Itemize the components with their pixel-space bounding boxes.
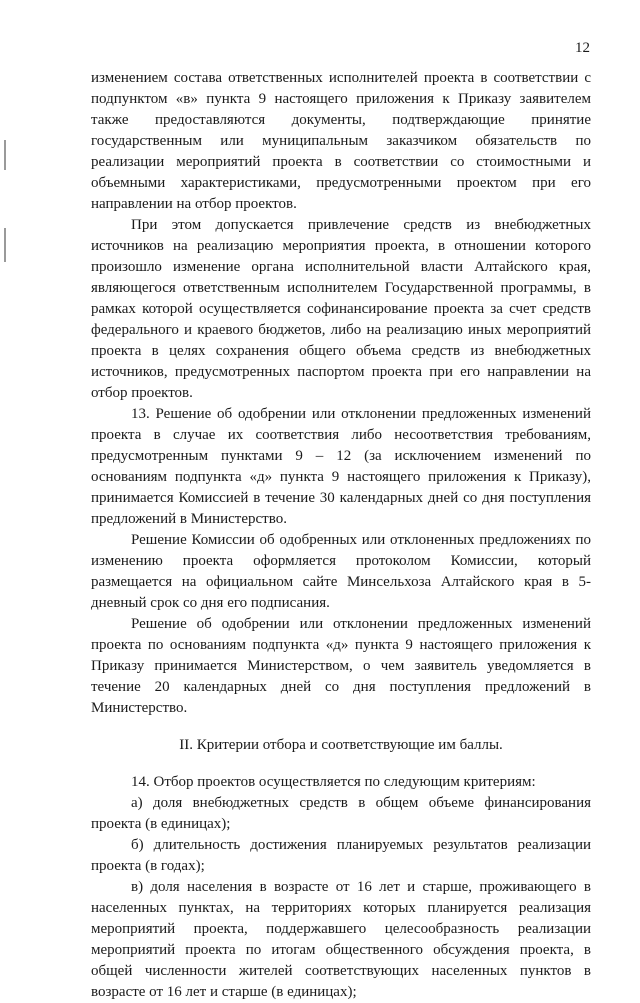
page-number: 12 (575, 40, 590, 56)
scan-edge-mark-2 (4, 228, 6, 262)
document-body (91, 68, 591, 1003)
criterion-b: б) длительность достижения планируемых результатов реализации проекта (в годах); (91, 837, 591, 874)
paragraph-item-14: 14. Отбор проектов осуществляется по следующим критериям: (131, 774, 536, 790)
criterion-v: в) доля населения в возрасте от 16 лет и старше, проживающего в населенных пунктах, на территориях которых планируется реализация мероприятий проекта, поддержавшего целесообразность реализации мероприятий проекта по итогам общественного обсуждения проекта, в общей численности жителей соответствующих населенных пунктов в возрасте от 16 лет и старше (в единицах); (91, 879, 591, 1000)
paragraph-item-13: 13. Решение об одобрении или отклонении предложенных изменений проекта в случае их соответствия либо несоответствия требованиям, предусмотренным пунктами 9 – 12 (за исключением изменений по основаниям подпункта «д» пункта 9 настоящего приложения к Приказу), принимается Комиссией в течение 30 календарных дней со дня поступления предложений в Министерство. (91, 406, 591, 527)
section-heading: II. Критерии отбора и соответствующие им баллы. (179, 737, 503, 753)
paragraph-external-funding: При этом допускается привлечение средств из внебюджетных источников на реализацию мероприятия проекта, в отношении которого произошло изменение органа исполнительной власти Алтайского края, являющегося ответственным исполнителем Государственной программы, в рамках которой осуществляется софинансирование проекта за счет средств федерального и краевого бюджетов, либо на реализацию иных мероприятий проекта в целях сохранения общего объема средств из внебюджетных источников, предусмотренных паспортом проекта при его направлении на отбор проектов. (91, 217, 591, 401)
criterion-a: а) доля внебюджетных средств в общем объеме финансирования проекта (в единицах); (91, 795, 591, 832)
paragraph-commission-decision: Решение Комиссии об одобренных или отклоненных предложениях по изменению проекта оформляется протоколом Комиссии, который размещается на официальном сайте Минсельхоза Алтайского края в 5-дневный срок со дня его подписания. (91, 532, 591, 611)
scan-edge-mark-1 (4, 140, 6, 170)
paragraph-continuation: изменением состава ответственных исполнителей проекта в соответствии с подпунктом «в» пункта 9 настоящего приложения к Приказу заявителем также предоставляются документы, подтверждающие принятие государственным или муниципальным заказчиком обязательств по реализации мероприятий проекта в соответствии со стоимостными и объемными характеристиками, предусмотренными проектом при его направлении на отбор проектов. (91, 70, 591, 212)
paragraph-ministry-decision: Решение об одобрении или отклонении предложенных изменений проекта по основаниям подпункта «д» пункта 9 настоящего приложения к Приказу принимается Министерством, о чем заявитель уведомляется в течение 20 календарных дней со дня поступления предложений в Министерство. (91, 616, 591, 716)
